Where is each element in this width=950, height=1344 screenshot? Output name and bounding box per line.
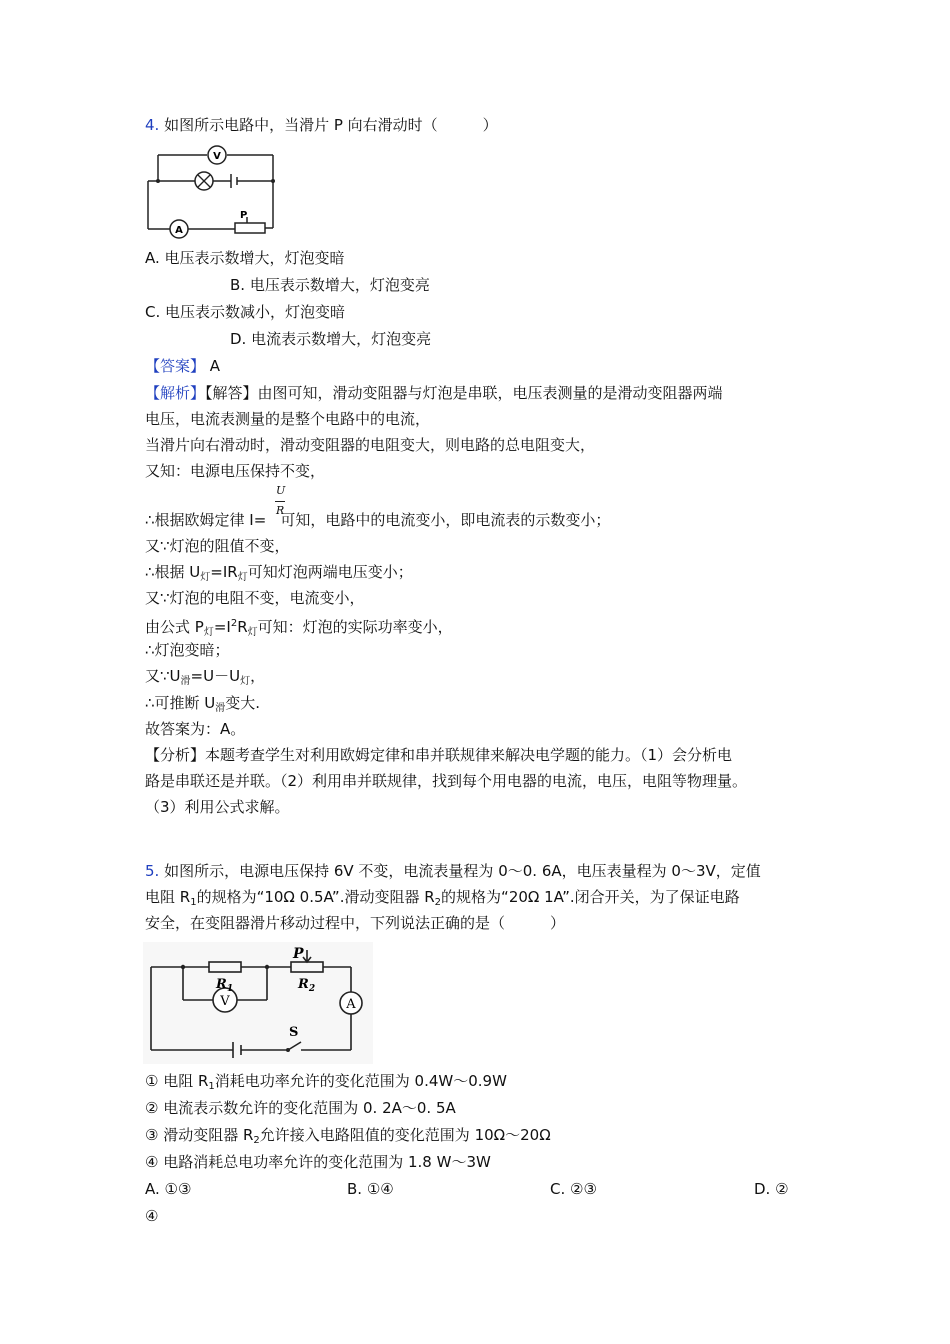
- q5-statement-1: [145, 1070, 507, 1098]
- q4-l9-c: R: [237, 618, 248, 636]
- q5-stem-line-3: 安全，在变阻器滑片移动过程中，下列说法正确的是（ ）: [145, 914, 566, 932]
- q5-s3-a: ③ 滑动变阻器 R: [145, 1126, 254, 1144]
- q4-l12-b: 变大.: [225, 694, 261, 712]
- q5-statement-2: ② 电流表示数允许的变化范围为 0. 2A～0. 5A: [145, 1099, 456, 1117]
- q4-option-d: D. 电流表示数增大，灯泡变亮: [230, 330, 432, 348]
- q4-number: 4.: [145, 116, 160, 134]
- q5-r2-label: R: [298, 977, 309, 992]
- q5-s3-b: 允许接入电路阻值的变化范围为 10Ω～20Ω: [259, 1126, 551, 1144]
- q4-l9-sub2: 灯: [247, 627, 258, 638]
- q5-voltmeter-label: V: [220, 994, 230, 1009]
- q4-analysis-line-3: 当滑片向右滑动时，滑动变阻器的电阻变大，则电路的总电阻变大，: [145, 436, 596, 454]
- q4-l9-sub1: 灯: [203, 627, 214, 638]
- q5-circuit-diagram: [143, 942, 373, 1064]
- q5-number: 5.: [145, 862, 160, 880]
- q5-option-a: A. ①③: [145, 1180, 192, 1198]
- q5-r1-label: R: [216, 977, 227, 992]
- q5-option-d-continued: ④: [145, 1207, 159, 1225]
- q4-l7-sub2: 灯: [237, 572, 248, 583]
- q4-l12-a: ∴可推断 U: [145, 694, 216, 712]
- q4-circuit-diagram: [143, 143, 283, 243]
- q4-analysis-line-16: （3）利用公式求解。: [145, 798, 290, 816]
- q4-answer-line: [145, 355, 220, 377]
- q4-analysis-line-5: [145, 509, 610, 531]
- q5-r1-sub: 1: [226, 984, 234, 994]
- q5-option-c: C. ②③: [550, 1180, 597, 1198]
- q5-s1-a: ① 电阻 R: [145, 1072, 209, 1090]
- q4-l11-sub1: 滑: [180, 676, 191, 687]
- q4-answer-value: A: [209, 357, 221, 375]
- q4-stem: 如图所示电路中，当滑片 P 向右滑动时（ ）: [164, 116, 498, 134]
- q4-answer-label: 【答案】: [145, 357, 206, 375]
- q5-option-b: B. ①④: [347, 1180, 394, 1198]
- q5-stem-2c: 的规格为“20Ω 1A”.闭合开关，为了保证电路: [441, 888, 740, 906]
- q4-l11-sub2: 灯: [240, 676, 251, 687]
- q4-fraction-denominator: R: [276, 504, 285, 517]
- q5-statement-3: [145, 1124, 551, 1152]
- q4-ammeter-label: A: [175, 225, 183, 236]
- q4-l7-sub1: 灯: [200, 572, 211, 583]
- q4-analysis-line-7: [145, 561, 413, 589]
- q4-analysis-line-1: [145, 382, 723, 404]
- q4-fraction-bar: [275, 501, 285, 502]
- q4-l7-b: =IR: [210, 563, 238, 581]
- q4-analysis-line-13: 故答案为：A。: [145, 720, 246, 738]
- q4-analysis-line-10: ∴灯泡变暗；: [145, 641, 230, 659]
- q5-option-d: D. ②: [754, 1180, 789, 1198]
- q4-analysis-line-6: 又∵灯泡的阻值不变，: [145, 537, 290, 555]
- q4-option-a: A. 电压表示数增大，灯泡变暗: [145, 249, 345, 267]
- q4-l9-b: =I: [213, 618, 231, 636]
- q4-l7-a: ∴根据 U: [145, 563, 201, 581]
- q4-analysis-line-2: 电压，电流表测量的是整个电路中的电流，: [145, 410, 431, 428]
- q4-l9-d: 可知：灯泡的实际功率变小，: [257, 618, 453, 636]
- q4-l7-c: 可知灯泡两端电压变小；: [247, 563, 413, 581]
- q4-ohm-law-suffix: 可知，电路中的电流变小，即电流表的示数变小；: [280, 511, 611, 529]
- q5-slider-label: P: [293, 946, 304, 962]
- q5-stem-line-1: [145, 860, 761, 882]
- q5-r2-sub: 2: [308, 984, 316, 994]
- q4-ohm-law-prefix: ∴根据欧姆定律 I=: [145, 511, 267, 529]
- q4-stem-line: [145, 114, 498, 136]
- q5-stem-line-2: [145, 886, 740, 914]
- q4-analysis-text-1: 【解答】由图可知，滑动变阻器与灯泡是串联，电压表测量的是滑动变阻器两端: [205, 384, 723, 402]
- q4-slider-label: P: [240, 210, 248, 221]
- q4-l11-b: =U－U: [190, 667, 241, 685]
- q5-s1-b: 消耗电功率允许的变化范围为 0.4W～0.9W: [214, 1072, 507, 1090]
- q5-stem-1: 如图所示，电源电压保持 6V 不变，电流表量程为 0～0. 6A，电压表量程为 0～3V，定值: [164, 862, 761, 880]
- q5-ammeter-label: A: [346, 997, 356, 1012]
- q4-option-b: B. 电压表示数增大，灯泡变亮: [230, 276, 430, 294]
- q4-analysis-line-15: 路是串联还是并联。（2）利用串并联规律，找到每个用电器的电流，电压，电阻等物理量。: [145, 772, 748, 790]
- q5-statement-4: ④ 电路消耗总电功率允许的变化范围为 1.8 W～3W: [145, 1153, 491, 1171]
- q4-l11-c: ，: [250, 667, 266, 685]
- q5-s1-sub: 1: [208, 1081, 215, 1092]
- q5-stem-2-sub1: 1: [190, 897, 197, 908]
- q4-analysis-line-11: [145, 665, 265, 693]
- q4-analysis-line-14: 【分析】本题考查学生对利用欧姆定律和串并联规律来解决电学题的能力。（1）会分析电: [145, 746, 733, 764]
- q4-l11-a: 又∵U: [145, 667, 181, 685]
- q4-analysis-line-4: 又知：电源电压保持不变，: [145, 462, 326, 480]
- q4-l9-sup: 2: [230, 618, 238, 629]
- q4-analysis-line-8: 又∵灯泡的电阻不变，电流变小，: [145, 589, 365, 607]
- q4-l9-a: 由公式 P: [145, 618, 204, 636]
- q5-stem-2b: 的规格为“10Ω 0.5A”.滑动变阻器 R: [196, 888, 435, 906]
- q4-fraction-numerator: U: [276, 484, 286, 497]
- q5-stem-2a: 电阻 R: [145, 888, 191, 906]
- q5-switch-label: S: [289, 1025, 299, 1040]
- q4-voltmeter-label: V: [213, 151, 221, 162]
- q5-stem-2-sub2: 2: [434, 897, 442, 908]
- q4-analysis-line-12: [145, 692, 260, 720]
- q5-s3-sub: 2: [253, 1135, 260, 1146]
- q4-option-c: C. 电压表示数减小，灯泡变暗: [145, 303, 346, 321]
- q4-l12-sub: 滑: [215, 703, 226, 714]
- q4-analysis-label: 【解析】: [145, 384, 206, 402]
